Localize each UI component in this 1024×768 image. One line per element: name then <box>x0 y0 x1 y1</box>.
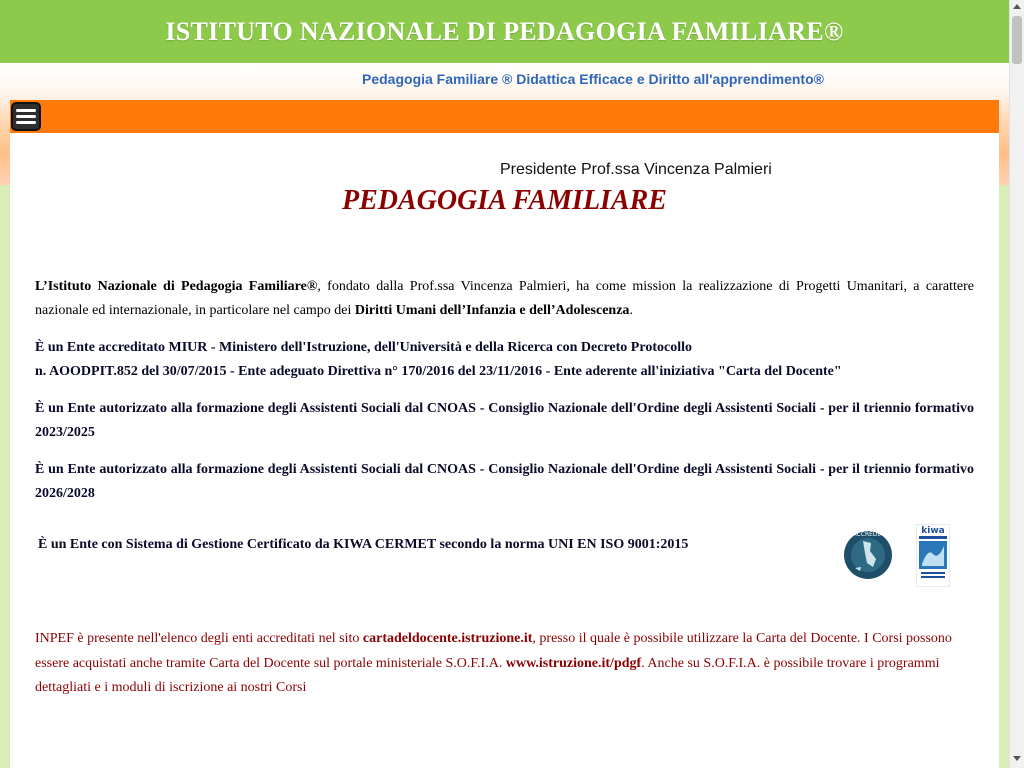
scroll-down-arrow-icon[interactable] <box>1013 756 1021 761</box>
site-header <box>0 0 1009 63</box>
iso-paragraph: È un Ente con Sistema di Gestione Certificato da KIWA CERMET secondo la norma UNI EN ISO 9001:2015 <box>38 537 689 552</box>
menu-bar-line <box>16 115 36 118</box>
miur-paragraph <box>35 336 974 384</box>
vertical-scrollbar[interactable] <box>1009 0 1024 768</box>
accredia-logo-text: ACCREDIA <box>852 531 884 538</box>
carta-text-3: . Anche su S.O.F.I.A. è possibile trovare i programmi dettagliati e i moduli di iscrizione ai nostri Corsi <box>35 655 940 695</box>
site-tagline: Pedagogia Familiare ® Didattica Efficace e Diritto all'apprendimento® <box>362 71 824 87</box>
page-title: PEDAGOGIA FAMILIARE <box>342 185 667 216</box>
human-rights-text: Diritti Umani dell’Infanzia e dell’Adolescenza <box>354 303 630 318</box>
institute-name: L’Istituto Nazionale di Pedagogia Familiare® <box>35 279 318 294</box>
kiwa-logo <box>916 524 950 587</box>
president-line: Presidente Prof.ssa Vincenza Palmieri <box>500 161 772 178</box>
navigation-bar <box>10 100 999 133</box>
miur-line-2: n. AOODPIT.852 del 30/07/2015 - Ente adeguato Direttiva n° 170/2016 del 23/11/2016 - Ente aderente all'iniziativa "Carta del Docente" <box>35 364 842 379</box>
menu-bar-line <box>16 121 36 124</box>
site-title: ISTITUTO NAZIONALE DI PEDAGOGIA FAMILIARE® <box>165 16 844 46</box>
intro-text: , fondato dalla Prof.ssa Vincenza Palmieri, ha come mission la realizzazione di Progetti Umanitari, a carattere nazionale ed internazionale, in particolare nel campo dei <box>35 279 974 318</box>
carta-docente-link[interactable]: cartadeldocente.istruzione.it <box>362 631 533 646</box>
menu-bar-line <box>16 109 36 112</box>
main-content <box>10 133 999 768</box>
cnoas-paragraph-2026: È un Ente autorizzato alla formazione degli Assistenti Sociali dal CNOAS - Consiglio Nazionale dell'Ordine degli Assistenti Sociali - per il triennio formativo 2026/2028 <box>35 462 974 501</box>
miur-line-1: È un Ente accreditato MIUR - Ministero dell'Istruzione, dell'Università e della Ricerca con Decreto Protocollo <box>35 340 692 355</box>
carta-text-2: , presso il quale è possibile utilizzare la Carta del Docente. I Corsi possono essere acquistati anche tramite Carta del Docente sul portale ministeriale S.O.F.I.A. <box>35 631 952 671</box>
sofia-link[interactable]: www.istruzione.it/pdgf <box>505 655 642 671</box>
carta-docente-paragraph <box>35 627 974 701</box>
hamburger-menu-icon[interactable] <box>11 102 41 131</box>
cnoas-paragraph-2023: È un Ente autorizzato alla formazione degli Assistenti Sociali dal CNOAS - Consiglio Nazionale dell'Ordine degli Assistenti Sociali - per il triennio formativo 2023/2025 <box>35 401 974 440</box>
kiwa-logo-text: kiwa <box>921 526 945 536</box>
intro-paragraph <box>35 275 974 323</box>
scroll-up-arrow-icon[interactable] <box>1013 4 1021 9</box>
accredia-logo <box>843 523 893 587</box>
carta-text-1: INPEF è presente nell'elenco degli enti accreditati nel sito <box>35 631 363 646</box>
intro-end: . <box>629 303 633 318</box>
scroll-thumb[interactable] <box>1012 16 1022 64</box>
